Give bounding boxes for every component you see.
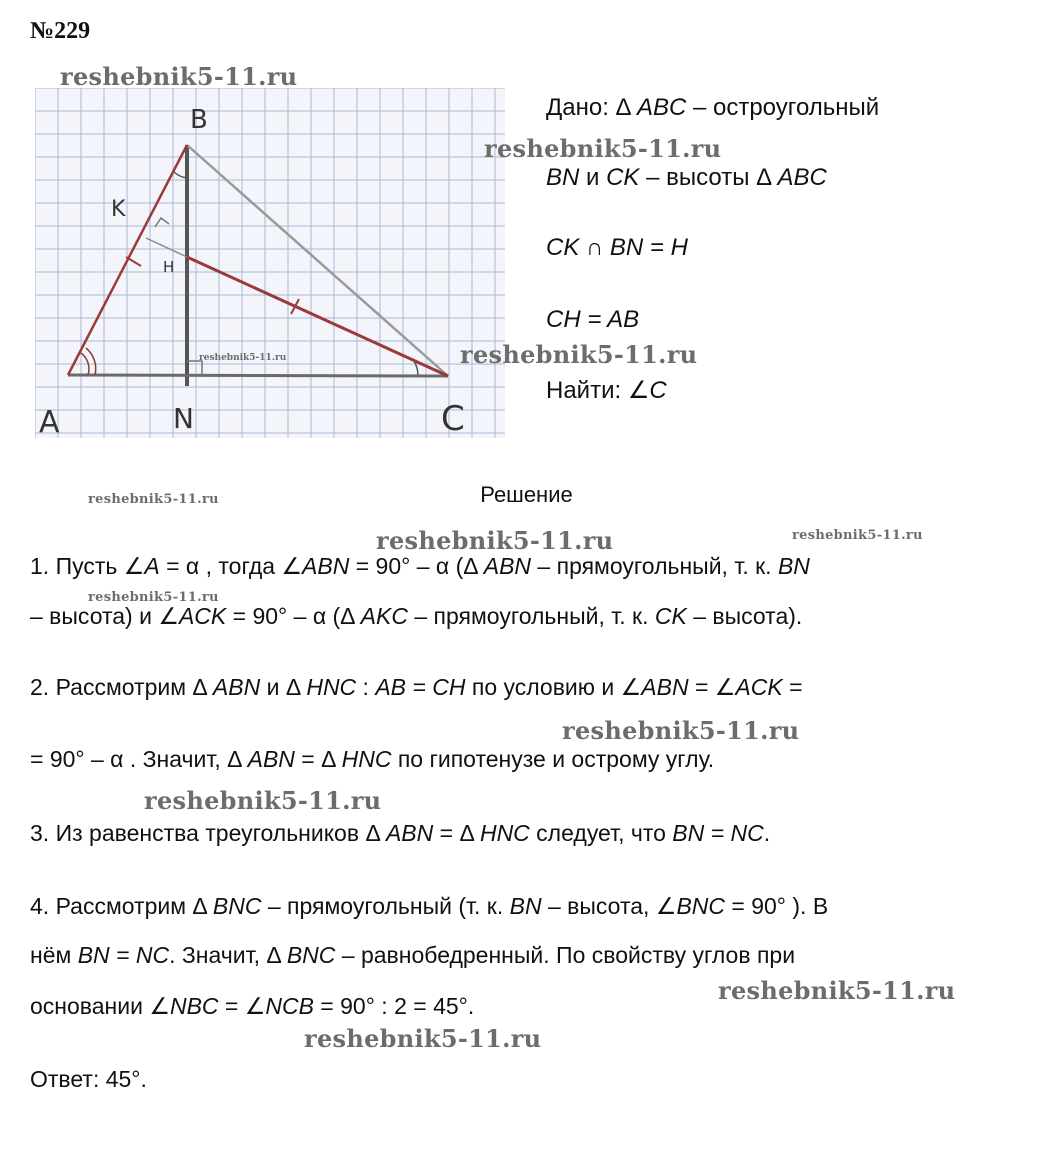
find-line [546, 376, 667, 405]
given-line-4 [546, 306, 639, 334]
label-n: N [173, 402, 194, 435]
label-h: H [163, 258, 175, 276]
solution-title: Решение [480, 482, 573, 507]
step-4-line-1: 4. Рассмотрим Δ BNC – прямоугольный (т. к. BN – высота, ∠BNC = 90° ). В [30, 893, 829, 919]
given-and: и [586, 164, 600, 191]
watermark-4: reshebnik5-11.ru [88, 492, 219, 507]
step-2-line-2: = 90° – α . Значит, Δ ABN = Δ HNC по гипотенузе и острому углу. [30, 746, 715, 772]
given-bn: BN [546, 164, 580, 191]
given-line-1 [546, 94, 879, 122]
watermark-11: reshebnik5-11.ru [304, 1024, 542, 1053]
step-1-line-2: – высота) и ∠ACK = 90° – α (Δ AKC – прямоугольный, т. к. CK – высота). [30, 603, 803, 629]
grid-paper [35, 88, 505, 438]
watermark-5: reshebnik5-11.ru [376, 526, 614, 555]
watermark-9: reshebnik5-11.ru [144, 786, 382, 815]
watermark-10: reshebnik5-11.ru [718, 976, 956, 1005]
step-2-line-1: 2. Рассмотрим Δ ABN и Δ HNC : AB = CH по условию и ∠ABN = ∠ACK = [30, 674, 803, 700]
problem-number: №229 [30, 18, 91, 44]
label-b: B [190, 105, 208, 135]
watermark-figure: reshebnik5-11.ru [199, 353, 287, 363]
watermark-3: reshebnik5-11.ru [460, 340, 698, 369]
given-label: Дано: [546, 94, 609, 121]
step-4-line-3: основании ∠NBC = ∠NCB = 90° : 2 = 45°. [30, 993, 475, 1019]
given-intersection: CK ∩ BN = H [546, 234, 688, 261]
given-abc: ABC [636, 94, 687, 121]
given-altitudes: – высоты Δ [646, 164, 771, 191]
given-delta: Δ [615, 94, 631, 121]
watermark-6: reshebnik5-11.ru [792, 528, 923, 543]
given-ch-ab: CH = AB [546, 306, 640, 333]
given-line-2 [546, 164, 827, 192]
given-abc-2: ABC [777, 164, 827, 191]
triangle-figure [35, 88, 505, 438]
watermark-7: reshebnik5-11.ru [88, 590, 219, 605]
label-k: K [111, 197, 126, 222]
answer: Ответ: 45°. [30, 1066, 147, 1092]
find-label: Найти: [546, 377, 622, 404]
side-ac [68, 375, 448, 376]
watermark-8: reshebnik5-11.ru [562, 716, 800, 745]
given-line-3 [546, 234, 688, 262]
watermark-2: reshebnik5-11.ru [484, 134, 722, 163]
label-c: C [441, 399, 465, 438]
watermark-1: reshebnik5-11.ru [60, 62, 298, 91]
find-value: ∠C [627, 377, 667, 404]
step-3-line-1: 3. Из равенства треугольников Δ ABN = Δ HNC следует, что BN = NC. [30, 820, 771, 846]
step-1-line-1: 1. Пусть ∠A = α , тогда ∠ABN = 90° – α (Δ ABN – прямоугольный, т. к. BN [30, 553, 810, 579]
given-ck: CK [606, 164, 640, 191]
step-4-line-2: нём BN = NC. Значит, Δ BNC – равнобедренный. По свойству углов при [30, 942, 796, 968]
label-a: A [39, 405, 60, 438]
given-acute: – остроугольный [692, 94, 880, 121]
